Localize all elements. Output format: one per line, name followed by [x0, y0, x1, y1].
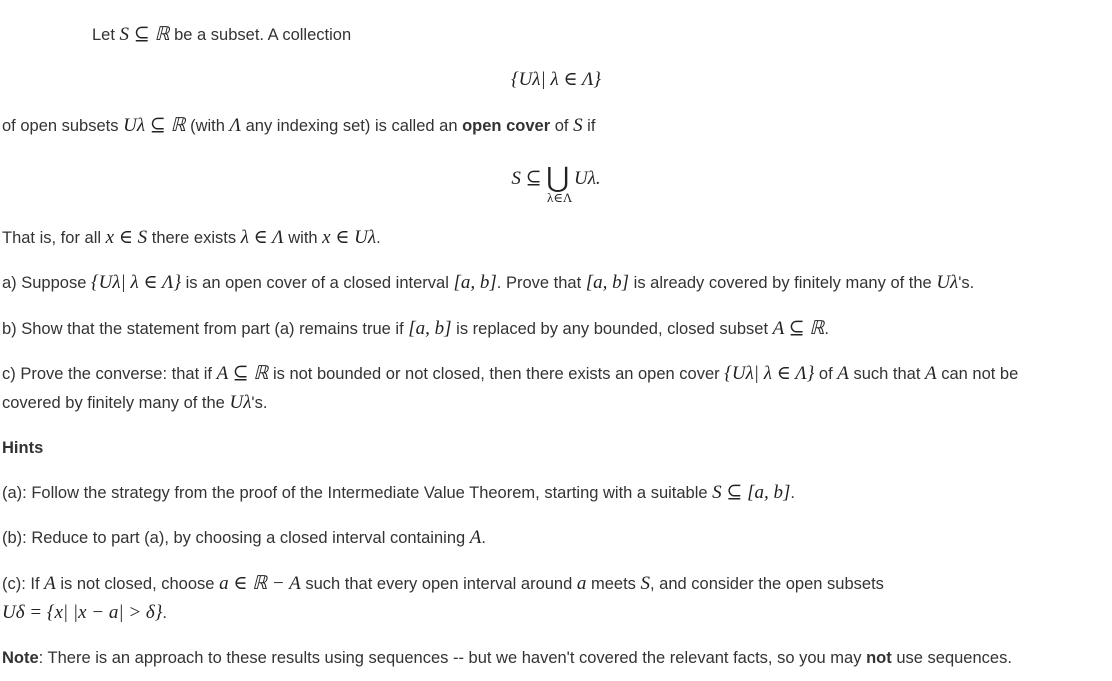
- intro-text-1: Let: [92, 26, 115, 44]
- parta-text-5: 's.: [958, 274, 975, 292]
- intro-line: [92, 25, 351, 45]
- union-index: λ∈Λ: [547, 190, 573, 205]
- hintc-text-2: is not closed, choose: [60, 575, 215, 593]
- hintc-text-1: (c): If: [2, 575, 40, 593]
- note-line: [2, 648, 1012, 668]
- hintc-text-6: .: [162, 604, 167, 622]
- partc-text-5: can not be: [941, 365, 1019, 383]
- partc-math-1: A ⊆ ℝ: [216, 363, 269, 384]
- part-c-line-1: [2, 364, 1018, 384]
- partc-math-4: A: [925, 363, 937, 384]
- partc-math-5: Uλ: [229, 392, 252, 413]
- part-a: [2, 273, 974, 293]
- partc-text-6: covered by finitely many of the: [2, 394, 225, 412]
- partc-text-3: of: [818, 365, 833, 383]
- thatis-math-2: λ ∈ Λ: [240, 227, 284, 248]
- hints-heading: [2, 438, 43, 458]
- hintc-math-3: a: [576, 573, 587, 594]
- part-c-line-2: [2, 393, 267, 413]
- def-text-3: any indexing set) is called an: [245, 117, 458, 135]
- hint-c-line-1: [2, 574, 884, 594]
- thatis-math-1: x ∈ S: [105, 227, 148, 248]
- parta-math-2: [a, b]: [453, 272, 497, 293]
- partc-text-1: c) Prove the converse: that if: [2, 365, 213, 383]
- def-math-1: Uλ ⊆ ℝ: [123, 115, 186, 136]
- definition-line: [2, 116, 595, 136]
- that-is-line: [2, 228, 381, 248]
- hinta-math-1: S ⊆ [a, b]: [712, 482, 791, 503]
- parta-text-3: . Prove that: [496, 274, 582, 292]
- hint-b: [2, 528, 486, 548]
- hintc-text-5: , and consider the open subsets: [650, 575, 884, 593]
- parta-math-3: [a, b]: [585, 272, 630, 293]
- parta-text-2: is an open cover of a closed interval: [185, 274, 449, 292]
- hinta-text-2: .: [790, 484, 795, 502]
- partb-text-3: .: [824, 320, 829, 338]
- thatis-text-2: there exists: [151, 229, 237, 247]
- parta-math-1: {Uλ| λ ∈ Λ}: [91, 272, 182, 293]
- partc-text-4: such that: [853, 365, 921, 383]
- union-lhs: S ⊆: [511, 168, 542, 189]
- partb-text-2: is replaced by any bounded, closed subset: [456, 320, 769, 338]
- hintc-math-1: A: [44, 573, 56, 594]
- thatis-text-1: That is, for all: [2, 229, 102, 247]
- def-text-1: of open subsets: [2, 117, 119, 135]
- partc-math-2: {Uλ| λ ∈ Λ}: [724, 363, 815, 384]
- hintc-math-4: S: [640, 573, 650, 594]
- def-math-3: S: [573, 115, 583, 136]
- partb-text-1: b) Show that the statement from part (a) remains true if: [2, 320, 404, 338]
- thatis-text-3: with: [288, 229, 318, 247]
- intro-text-2: be a subset. A collection: [174, 26, 352, 44]
- thatis-math-3: x ∈ Uλ: [322, 227, 377, 248]
- display-union: [0, 158, 1112, 194]
- parta-text-1: a) Suppose: [2, 274, 87, 292]
- partb-math-2: A ⊆ ℝ: [772, 318, 825, 339]
- part-b: [2, 319, 829, 339]
- intro-math-1: S ⊆ ℝ: [119, 24, 170, 45]
- display-collection: {Uλ| λ ∈ Λ}: [510, 69, 602, 90]
- def-math-2: Λ: [229, 115, 242, 136]
- hintb-text-1: (b): Reduce to part (a), by choosing a closed interval containing: [2, 529, 466, 547]
- hintb-math-1: A: [469, 527, 482, 548]
- hintc-math-2: a ∈ ℝ − A: [219, 573, 301, 594]
- partb-math-1: [a, b]: [408, 318, 452, 339]
- note-label: Note: [2, 649, 39, 667]
- thatis-text-4: .: [376, 229, 381, 247]
- hintc-text-4: meets: [590, 575, 636, 593]
- hinta-text-1: (a): Follow the strategy from the proof of the Intermediate Value Theorem, starting with a suitable: [2, 484, 708, 502]
- hintc-math-5: Uδ = {x| |x − a| > δ}: [2, 602, 163, 623]
- hint-a: [2, 483, 795, 503]
- note-text-1: : There is an approach to these results using sequences -- but we haven't covered the relevant facts, so you may: [38, 649, 862, 667]
- hintc-text-3: such that every open interval around: [305, 575, 573, 593]
- union-rhs: Uλ.: [573, 168, 601, 189]
- def-text-4: of: [554, 117, 569, 135]
- hint-c-line-2: [2, 603, 167, 623]
- def-text-5: if: [587, 117, 596, 135]
- note-bold-not: not: [866, 649, 892, 667]
- partc-math-3: A: [837, 363, 849, 384]
- partc-text-7: 's.: [251, 394, 268, 412]
- note-text-2: use sequences.: [896, 649, 1012, 667]
- partc-text-2: is not bounded or not closed, then there exists an open cover: [272, 365, 720, 383]
- def-text-2: (with: [190, 117, 225, 135]
- parta-math-4: Uλ: [936, 272, 959, 293]
- def-bold-open-cover: open cover: [462, 117, 551, 135]
- hintb-text-2: .: [481, 529, 486, 547]
- parta-text-4: is already covered by finitely many of the: [633, 274, 932, 292]
- bigcup-symbol: ⋃: [546, 161, 570, 194]
- hints-heading-text: Hints: [2, 439, 44, 457]
